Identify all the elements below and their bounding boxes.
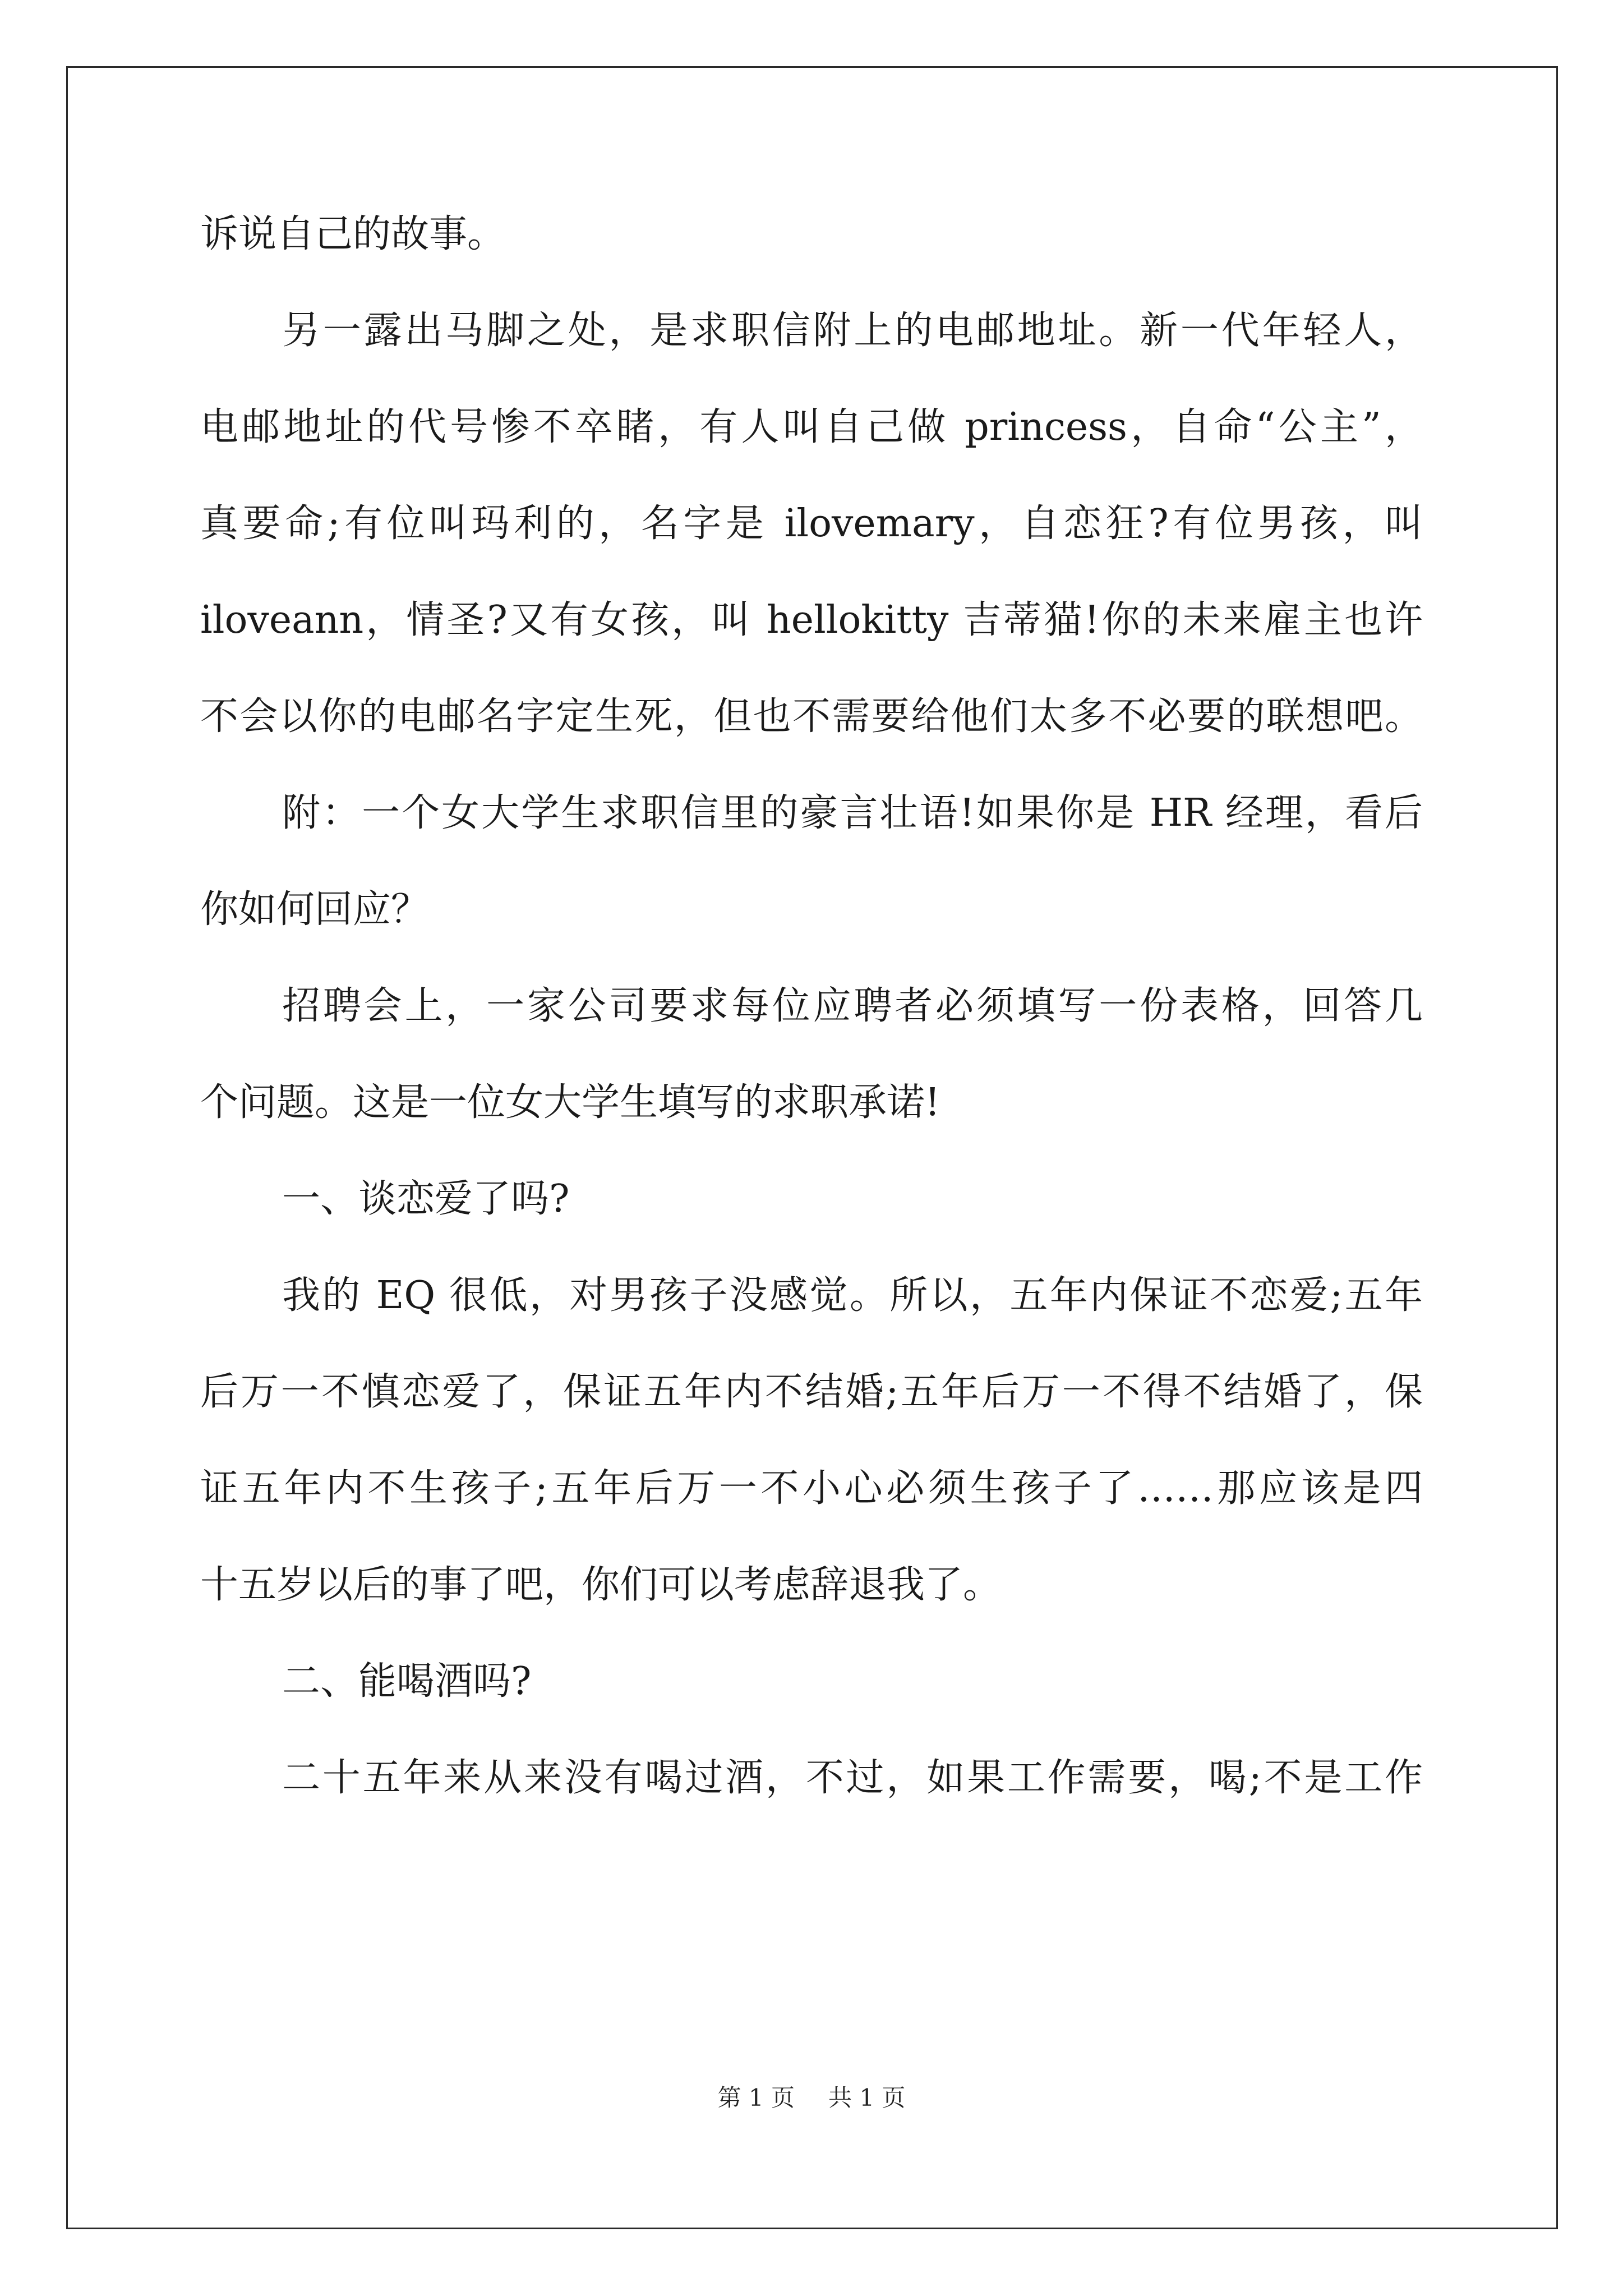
total-pages: 共 1 页	[828, 2084, 906, 2111]
paragraph-line: 后万一不慎恋爱了，保证五年内不结婚;五年后万一不得不结婚了，保	[200, 1370, 1423, 1414]
page-border	[66, 66, 1558, 2229]
page-footer	[0, 2081, 1623, 2115]
paragraph-line: 真要命;有位叫玛利的，名字是 ilovemary，自恋狂?有位男孩，叫	[200, 501, 1423, 546]
paragraph-line: 二十五年来从来没有喝过酒，不过，如果工作需要，喝;不是工作	[282, 1756, 1423, 1800]
paragraph-line: iloveann，情圣?又有女孩，叫 hellokitty 吉蒂猫!你的未来雇主也许	[200, 598, 1423, 642]
paragraph-line: 诉说自己的故事。	[200, 212, 506, 256]
paragraph-line: 十五岁以后的事了吧，你们可以考虑辞退我了。	[200, 1563, 1002, 1607]
section-heading: 一、谈恋爱了吗?	[282, 1177, 570, 1221]
paragraph-line: 附：一个女大学生求职信里的豪言壮语!如果你是 HR 经理，看后	[282, 791, 1423, 835]
page-number: 第 1 页	[717, 2084, 795, 2111]
paragraph-line: 我的 EQ 很低，对男孩子没感觉。所以，五年内保证不恋爱;五年	[282, 1273, 1423, 1318]
section-heading: 二、能喝酒吗?	[282, 1659, 532, 1704]
paragraph-line: 不会以你的电邮名字定生死，但也不需要给他们太多不必要的联想吧。	[200, 694, 1423, 739]
paragraph-line: 证五年内不生孩子;五年后万一不小心必须生孩子了……那应该是四	[200, 1466, 1423, 1511]
paragraph-line: 你如何回应？	[200, 887, 430, 932]
paragraph-line: 个问题。这是一位女大学生填写的求职承诺!	[200, 1080, 940, 1125]
paragraph-line: 招聘会上，一家公司要求每位应聘者必须填写一份表格，回答几	[282, 984, 1423, 1028]
paragraph-line: 另一露出马脚之处，是求职信附上的电邮地址。新一代年轻人，	[282, 309, 1423, 353]
paragraph-line: 电邮地址的代号惨不卒睹，有人叫自己做 princess，自命“公主”，	[200, 405, 1423, 449]
